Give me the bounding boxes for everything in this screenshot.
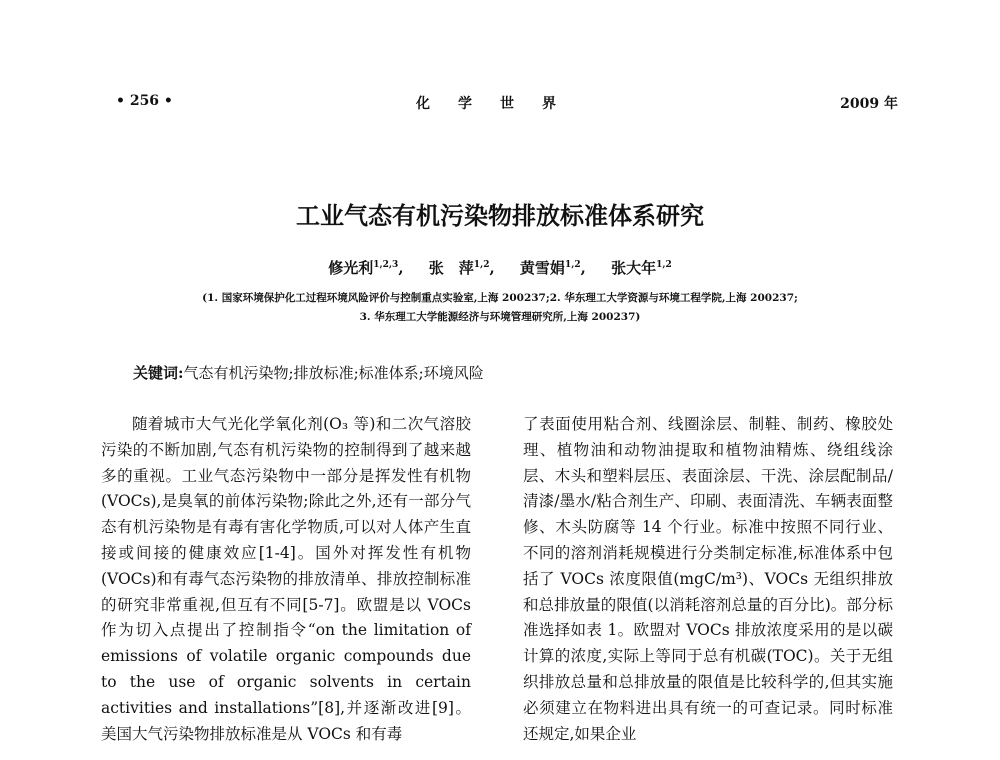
body-paragraph: 了表面使用粘合剂、线圈涂层、制鞋、制药、橡胶处理、植物油和动物油提取和植物油精炼、绕组线涂层、木头和塑料层压、表面涂层、干洗、涂层配制品/清漆/墨水/粘合剂生产、印刷、表面清洗、车辆表面整修、木头防腐等 14 个行业。标准中按照不同行业、不同的溶剂消耗规模进行分类制定标准,标准体系中包括了 VOCs 浓度限值(mgC/m³)、VOCs 无组织排放和总排放量的限值(以消耗溶剂总量的百分比)。部分标准选择如表 1。欧盟对 VOCs 排放浓度采用的是以碳计算的浓度,实际上等同于总有机碳(TOC)。关于无组织排放总量和总排放量的限值是比较科学的,但其实施必须建立在物料进出具有统一的可查记录。同时标准还规定,如果企业 [523,415,893,743]
author: 张 萍$^{1,2}$ [428,259,490,277]
author: 张大年$^{1,2}$ [611,259,672,277]
body-paragraph: 随着城市大气光化学氧化剂(O₃ 等)和二次气溶胶污染的不断加剧,气态有机污染物的控制得到了越来越多的重视。工业气态污染物中一部分是挥发性有机物(VOCs),是臭氧的前体污染物;除此之外,还有一部分气态有机污染物是有毒有害化学物质,可以对人体产生直接或间接的健康效应[1-4]。国外对挥发性有机物(VOCs)和有毒气态污染物的排放清单、排放控制标准的研究非常重视,但互有不同[5-7]。欧盟是以 VOCs 作为切入点提出了控制指令“on the limitation of emissions of volatile organic compounds due to the use of organic solvents in certain activities and installations”[8],并逐渐改进[9]。美国大气污染物排放标准是从 VOCs 和有毒 [101,415,471,743]
affiliation-line: (1. 国家环境保护化工过程环境风险评价与控制重点实验室,上海 200237;2. 华东理工大学资源与环境工程学院,上海 200237; [202,292,798,304]
keywords [133,362,484,383]
publication-year: 2009 年 [840,96,898,112]
author-list: 修光利$^{1,2,3}$, 张 萍$^{1,2}$, 黄雪娟$^{1,2}$, 张大年$^{1,2}$ [328,259,672,277]
page-number: • 256 • [116,93,173,109]
article-title: 工业气态有机污染物排放标准体系研究 [296,202,704,230]
keywords-label: 关键词: [133,364,184,382]
body-column-right [523,412,893,747]
author: 修光利$^{1,2,3}$ [328,259,399,277]
keywords-text: 气态有机污染物;排放标准;标准体系;环境风险 [183,364,484,382]
author: 黄雪娟$^{1,2}$ [519,259,581,277]
body-column-left [101,412,471,747]
journal-name: 化学世界 [416,96,584,112]
affiliation-line: 3. 华东理工大学能源经济与环境管理研究所,上海 200237) [359,311,641,323]
